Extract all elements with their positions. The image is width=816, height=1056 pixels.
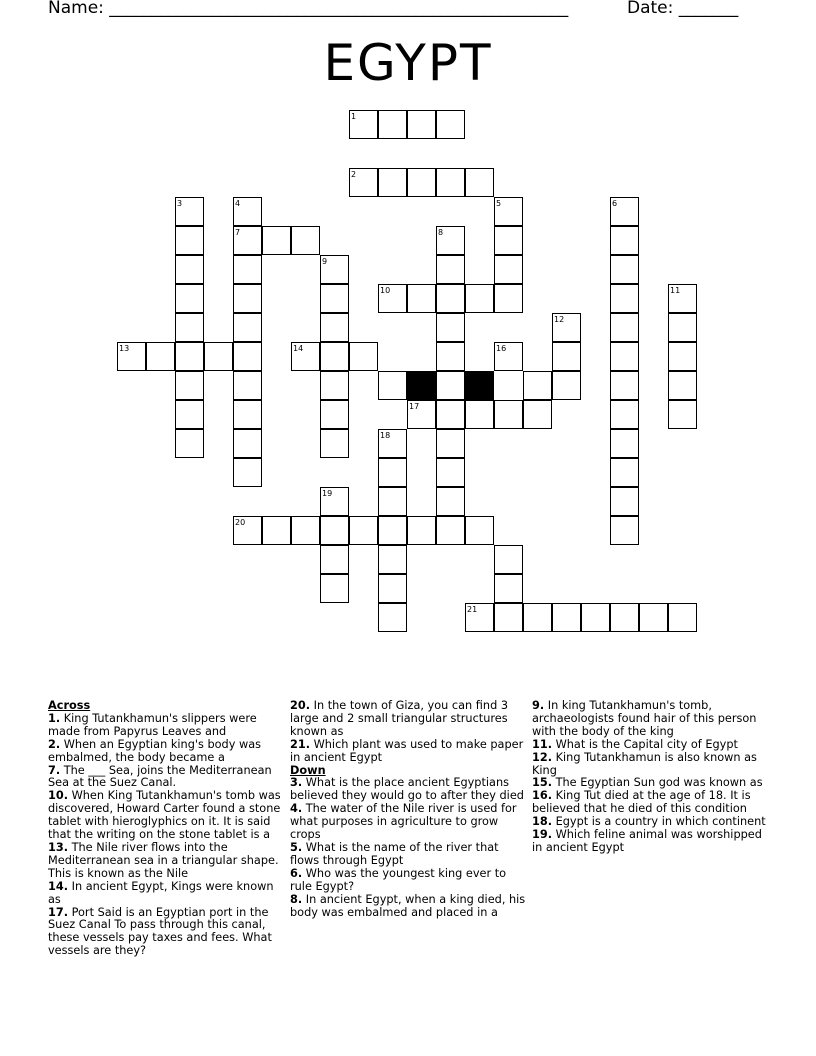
- grid-cell[interactable]: [175, 371, 204, 400]
- grid-cell[interactable]: [494, 226, 523, 255]
- grid-cell[interactable]: [465, 168, 494, 197]
- grid-cell[interactable]: [378, 574, 407, 603]
- grid-cell[interactable]: [320, 429, 349, 458]
- section-heading: Down: [290, 763, 326, 777]
- page-title: EGYPT: [323, 34, 493, 92]
- grid-cell[interactable]: [610, 342, 639, 371]
- clue-text: Which feline animal was worshipped in ancient Egypt: [532, 828, 762, 854]
- grid-cell[interactable]: [407, 400, 436, 429]
- grid-cell[interactable]: [175, 429, 204, 458]
- grid-cell[interactable]: [610, 284, 639, 313]
- grid-cell[interactable]: [233, 226, 262, 255]
- clue: [532, 700, 772, 739]
- clue: [48, 790, 284, 842]
- grid-cell[interactable]: [233, 313, 262, 342]
- grid-cell[interactable]: [668, 284, 697, 313]
- grid-cell[interactable]: [494, 603, 523, 632]
- grid-cell[interactable]: [610, 458, 639, 487]
- clue-number: 13: [119, 344, 130, 353]
- clue-number: 11: [670, 286, 681, 295]
- clue-number: 16: [496, 344, 507, 353]
- grid-cell[interactable]: [610, 603, 639, 632]
- grid-cell[interactable]: [436, 342, 465, 371]
- clue-text: The Nile river flows into the Mediterranean sea in a triangular shape. This is known as the Nile: [48, 840, 279, 880]
- grid-cell[interactable]: [320, 255, 349, 284]
- clue-number: 7: [235, 228, 241, 237]
- grid-cell[interactable]: [349, 342, 378, 371]
- grid-cell[interactable]: [523, 371, 552, 400]
- clue-number: 21: [467, 605, 478, 614]
- black-square: [465, 371, 494, 400]
- clue-text: What is the place ancient Egyptians believed they would go to after they died: [290, 776, 524, 803]
- grid-cell[interactable]: [146, 342, 175, 371]
- clue-label: 21.: [290, 737, 311, 751]
- clue-label: 14.: [48, 879, 69, 893]
- clue-text: King Tut died at the age of 18. It is believed that he died of this condition: [532, 789, 751, 816]
- section-heading: Across: [48, 699, 91, 712]
- grid-cell[interactable]: [436, 516, 465, 545]
- clue-label: 5.: [290, 840, 303, 854]
- clue: [290, 777, 526, 803]
- grid-cell[interactable]: [436, 110, 465, 139]
- clue-number: 2: [351, 170, 357, 179]
- grid-cell[interactable]: [175, 226, 204, 255]
- clue: [290, 803, 526, 842]
- clue-label: 15.: [532, 776, 553, 790]
- grid-cell[interactable]: [523, 400, 552, 429]
- clue: [290, 842, 526, 868]
- clue-text: King Tutankhamun's slippers were made from Papyrus Leaves and: [48, 711, 257, 738]
- grid-cell[interactable]: [204, 342, 233, 371]
- grid-cell[interactable]: [291, 516, 320, 545]
- clue-number: 18: [380, 431, 391, 440]
- grid-cell[interactable]: [175, 255, 204, 284]
- clue: [532, 790, 772, 816]
- clue-label: 2.: [48, 737, 61, 751]
- name-field[interactable]: Name: ______________________________________________________: [48, 0, 569, 18]
- clue-text: When an Egyptian king's body was embalmed, the body became a: [48, 737, 262, 764]
- clue-label: 18.: [532, 815, 553, 829]
- clue-label: 8.: [290, 892, 303, 906]
- clue: [290, 868, 526, 894]
- grid-cell[interactable]: [378, 168, 407, 197]
- grid-cell[interactable]: [378, 284, 407, 313]
- clue-text: The ___ Sea, joins the Mediterranean Sea at the Suez Canal.: [48, 763, 272, 790]
- clue-number: 14: [293, 344, 304, 353]
- grid-cell[interactable]: [581, 603, 610, 632]
- clue-label: 20.: [290, 699, 311, 712]
- grid-cell[interactable]: [552, 371, 581, 400]
- grid-cell[interactable]: [494, 545, 523, 574]
- clue-number: 5: [496, 199, 502, 208]
- grid-cell[interactable]: [378, 458, 407, 487]
- grid-cell[interactable]: [175, 284, 204, 313]
- clue-number: 19: [322, 489, 333, 498]
- grid-cell[interactable]: [320, 516, 349, 545]
- clue-number: 17: [409, 402, 420, 411]
- grid-cell[interactable]: [610, 255, 639, 284]
- clue-text: In ancient Egypt, when a king died, his body was embalmed and placed in a: [290, 892, 526, 919]
- clue: [48, 881, 284, 907]
- clue-label: 19.: [532, 828, 553, 842]
- clue-number: 6: [612, 199, 618, 208]
- grid-cell[interactable]: [262, 226, 291, 255]
- clue-text: In king Tutankhamun's tomb, archaeologists found hair of this person with the body of the king: [532, 699, 757, 738]
- clue-label: 3.: [290, 776, 303, 790]
- clue: [48, 842, 284, 881]
- clue-label: 6.: [290, 866, 303, 880]
- clue-number: 20: [235, 518, 246, 527]
- clue-text: Which plant was used to make paper in ancient Egypt: [290, 737, 524, 764]
- grid-cell[interactable]: [436, 284, 465, 313]
- clue: [48, 907, 284, 959]
- grid-cell[interactable]: [494, 197, 523, 226]
- clue-number: 3: [177, 199, 183, 208]
- grid-cell[interactable]: [494, 284, 523, 313]
- grid-cell[interactable]: [233, 516, 262, 545]
- grid-cell[interactable]: [320, 545, 349, 574]
- grid-cell[interactable]: [668, 342, 697, 371]
- grid-cell[interactable]: [494, 574, 523, 603]
- grid-cell[interactable]: [175, 342, 204, 371]
- clue-number: 10: [380, 286, 391, 295]
- clue: [48, 713, 284, 739]
- grid-cell[interactable]: [436, 168, 465, 197]
- clue-number: 4: [235, 199, 241, 208]
- clue-label: 11.: [532, 737, 553, 751]
- clue-number: 12: [554, 315, 565, 324]
- clue-text: What is the name of the river that flows through Egypt: [290, 840, 499, 867]
- clue-label: 13.: [48, 840, 69, 854]
- grid-cell[interactable]: [378, 516, 407, 545]
- grid-cell[interactable]: [436, 226, 465, 255]
- clue: [532, 829, 772, 855]
- grid-cell[interactable]: [668, 313, 697, 342]
- clue-label: 9.: [532, 699, 545, 712]
- clues-column-3: [532, 700, 772, 855]
- grid-cell[interactable]: [378, 429, 407, 458]
- clue-text: In the town of Giza, you can find 3 large and 2 small triangular structures known as: [290, 699, 509, 738]
- grid-cell[interactable]: [378, 545, 407, 574]
- grid-cell[interactable]: [610, 197, 639, 226]
- clue-text: In ancient Egypt, Kings were known as: [48, 879, 274, 906]
- clue-text: When King Tutankhamun's tomb was discovered, Howard Carter found a stone tablet with hieroglyphics on it. It is said that the writing on the stone tablet is a: [48, 789, 281, 842]
- grid-cell[interactable]: [117, 342, 146, 371]
- grid-cell[interactable]: [233, 429, 262, 458]
- grid-cell[interactable]: [668, 400, 697, 429]
- grid-cell[interactable]: [349, 110, 378, 139]
- grid-cell[interactable]: [610, 226, 639, 255]
- clue: [290, 700, 526, 739]
- clue-label: 10.: [48, 789, 69, 803]
- grid-cell[interactable]: [233, 400, 262, 429]
- grid-cell[interactable]: [465, 284, 494, 313]
- clue-label: 12.: [532, 750, 553, 764]
- clue: [48, 765, 284, 791]
- grid-cell[interactable]: [436, 458, 465, 487]
- clue: [290, 739, 526, 765]
- grid-cell[interactable]: [436, 371, 465, 400]
- clue-text: The Egyptian Sun god was known as: [552, 776, 763, 790]
- clue-label: 7.: [48, 763, 61, 777]
- grid-cell[interactable]: [291, 342, 320, 371]
- grid-cell[interactable]: [378, 371, 407, 400]
- grid-cell[interactable]: [523, 603, 552, 632]
- clue-text: What is the Capital city of Egypt: [552, 737, 738, 751]
- grid-cell[interactable]: [233, 255, 262, 284]
- grid-cell[interactable]: [233, 284, 262, 313]
- grid-cell[interactable]: [175, 400, 204, 429]
- clue-text: Port Said is an Egyptian port in the Suez Canal To pass through this canal, these vessels pay taxes and fees. What vessels are they?: [48, 905, 272, 958]
- grid-cell[interactable]: [610, 371, 639, 400]
- clue: [48, 739, 284, 765]
- grid-cell[interactable]: [175, 313, 204, 342]
- grid-cell[interactable]: [552, 603, 581, 632]
- grid-cell[interactable]: [407, 110, 436, 139]
- grid-cell[interactable]: [494, 400, 523, 429]
- grid-cell[interactable]: [233, 371, 262, 400]
- clue-text: King Tutankhamun is also known as King: [532, 750, 757, 777]
- grid-cell[interactable]: [610, 487, 639, 516]
- clue-label: 16.: [532, 789, 553, 803]
- grid-cell[interactable]: [668, 371, 697, 400]
- clue: [532, 752, 772, 778]
- grid-cell[interactable]: [610, 313, 639, 342]
- grid-cell[interactable]: [436, 400, 465, 429]
- grid-cell[interactable]: [407, 284, 436, 313]
- clue: [290, 894, 526, 920]
- clue-number: 8: [438, 228, 444, 237]
- clue-number: 9: [322, 257, 328, 266]
- grid-cell[interactable]: [465, 603, 494, 632]
- clue-number: 1: [351, 112, 357, 121]
- grid-cell[interactable]: [610, 400, 639, 429]
- grid-cell[interactable]: [552, 342, 581, 371]
- grid-cell[interactable]: [436, 487, 465, 516]
- grid-cell[interactable]: [436, 313, 465, 342]
- grid-cell[interactable]: [262, 516, 291, 545]
- grid-cell[interactable]: [494, 342, 523, 371]
- clue-label: 1.: [48, 711, 61, 725]
- grid-cell[interactable]: [320, 342, 349, 371]
- grid-cell[interactable]: [639, 603, 668, 632]
- grid-cell[interactable]: [233, 342, 262, 371]
- grid-cell[interactable]: [233, 458, 262, 487]
- grid-cell[interactable]: [320, 487, 349, 516]
- clue-text: Egypt is a country in which continent: [552, 815, 766, 829]
- clue-text: The water of the Nile river is used for what purposes in agriculture to grow crops: [290, 802, 517, 842]
- grid-cell[interactable]: [436, 255, 465, 284]
- grid-cell[interactable]: [320, 313, 349, 342]
- grid-cell[interactable]: [320, 400, 349, 429]
- grid-cell[interactable]: [668, 603, 697, 632]
- clues-column-2: [290, 700, 526, 919]
- black-square: [407, 371, 436, 400]
- grid-cell[interactable]: [378, 110, 407, 139]
- grid-cell[interactable]: [175, 197, 204, 226]
- grid-cell[interactable]: [610, 429, 639, 458]
- clues-column-1: [48, 700, 284, 958]
- grid-cell[interactable]: [610, 516, 639, 545]
- grid-cell[interactable]: [465, 516, 494, 545]
- grid-cell[interactable]: [320, 371, 349, 400]
- grid-cell[interactable]: [349, 168, 378, 197]
- grid-cell[interactable]: [407, 168, 436, 197]
- grid-cell[interactable]: [494, 255, 523, 284]
- grid-cell[interactable]: [349, 516, 378, 545]
- clue-label: 4.: [290, 802, 303, 816]
- grid-cell[interactable]: [407, 516, 436, 545]
- grid-cell[interactable]: [320, 574, 349, 603]
- date-field[interactable]: Date: _______: [627, 0, 739, 18]
- grid-cell[interactable]: [436, 429, 465, 458]
- grid-cell[interactable]: [378, 603, 407, 632]
- grid-cell[interactable]: [320, 284, 349, 313]
- grid-cell[interactable]: [291, 226, 320, 255]
- grid-cell[interactable]: [378, 487, 407, 516]
- clue-label: 17.: [48, 905, 69, 919]
- grid-cell[interactable]: [552, 313, 581, 342]
- grid-cell[interactable]: [465, 400, 494, 429]
- clue-text: Who was the youngest king ever to rule Egypt?: [290, 866, 507, 893]
- grid-cell[interactable]: [233, 197, 262, 226]
